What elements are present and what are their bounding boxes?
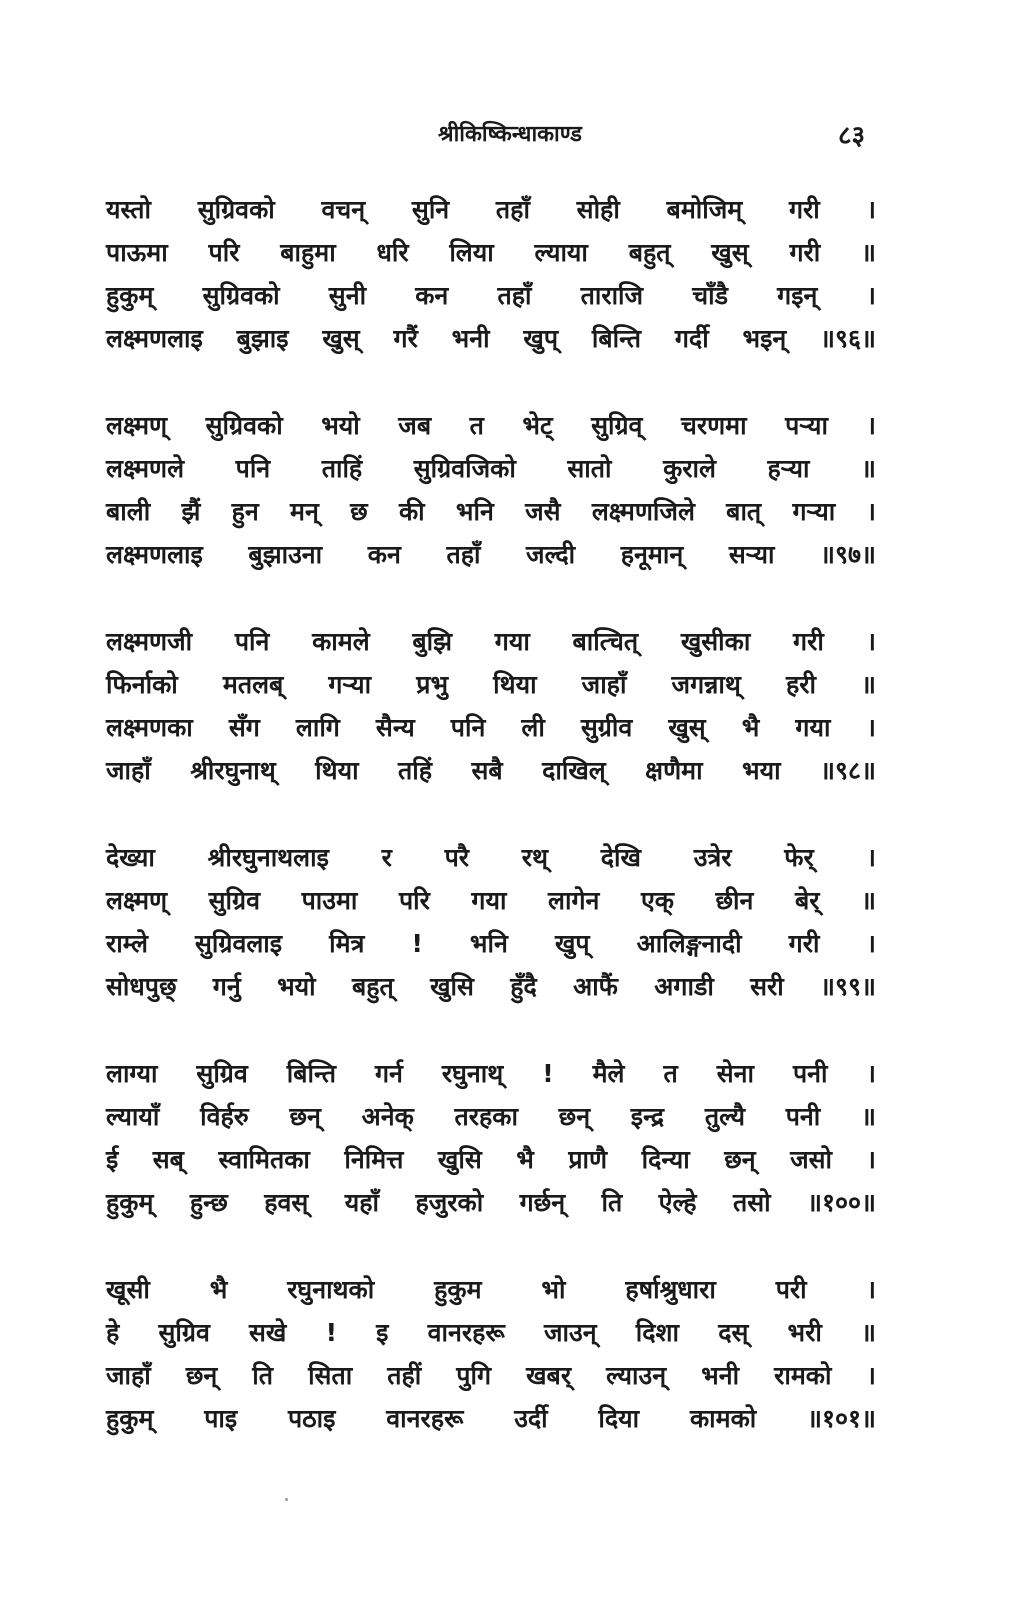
- verse-body: [106, 188, 876, 1484]
- print-speck: [285, 1498, 288, 1501]
- verse-line: लक्ष्मण् सुग्रिव पाउमा परि गया लागेन एक् छीन बेर् ॥: [106, 886, 876, 915]
- running-title: श्रीकिष्किन्धाकाण्ड: [438, 122, 582, 147]
- verse-line: लक्ष्मणका सँग लागि सैन्य पनि ली सुग्रीव खुस् भै गया ।: [106, 713, 876, 742]
- stanza-100: [106, 1052, 876, 1224]
- stanza-97: [106, 404, 876, 576]
- verse-line: लक्ष्मण् सुग्रिवको भयो जब त भेट् सुग्रिव् चरणमा पऱ्या ।: [106, 411, 876, 440]
- verse-line: खूसी भै रघुनाथको हुकुम भो हर्षाश्रुधारा परी ।: [106, 1275, 876, 1304]
- verse-line: हुकुम् हुन्छ हवस् यहाँ हजुरको गर्छन् ति ऐल्हे तसो ॥१००॥: [106, 1188, 876, 1217]
- verse-line: बाली झैं हुन मन् छ की भनि जसै लक्ष्मणजिले बात् गऱ्या ।: [106, 497, 876, 526]
- verse-line: ई सब् स्वामितका निमित्त खुसि भै प्राणै दिन्या छन् जसो ।: [106, 1145, 876, 1174]
- verse-line: लक्ष्मणजी पनि कामले बुझि गया बात्चित् खुसीका गरी ।: [106, 627, 876, 656]
- page-number: ८३: [838, 121, 866, 151]
- verse-line: हे सुग्रिव सखे ! इ वानरहरू जाउन् दिशा दस् भरी ॥: [106, 1318, 876, 1347]
- stanza-96: [106, 188, 876, 360]
- verse-line: हुकुम् सुग्रिवको सुनी कन तहाँ ताराजि चाँडै गइन् ।: [106, 281, 876, 310]
- verse-line: लक्ष्मणलाइ बुझाइ खुस् गरैं भनी खुप् बिन्ति गर्दी भइन् ॥९६॥: [106, 324, 876, 353]
- verse-line: फिर्नाको मतलब् गऱ्या प्रभु थिया जाहाँ जगन्नाथ् हरी ॥: [106, 670, 876, 699]
- verse-line: यस्तो सुग्रिवको वचन् सुनि तहाँ सोही बमोजिम् गरी ।: [106, 195, 876, 224]
- verse-line: पाऊमा परि बाहुमा धरि लिया ल्याया बहुत् खुस् गरी ॥: [106, 238, 876, 267]
- stanza-101: [106, 1268, 876, 1440]
- verse-line: राम्ले सुग्रिवलाइ मित्र ! भनि खुप् आलिङ्गनादी गरी ।: [106, 929, 876, 958]
- verse-line: हुकुम् पाइ पठाइ वानरहरू उर्दी दिया कामको ॥१०१॥: [106, 1404, 876, 1433]
- verse-line: लक्ष्मणलाइ बुझाउना कन तहाँ जल्दी हनूमान् सऱ्या ॥९७॥: [106, 540, 876, 569]
- stanza-98: [106, 620, 876, 792]
- verse-line: लक्ष्मणले पनि ताहिं सुग्रिवजिको सातो कुराले हऱ्या ॥: [106, 454, 876, 483]
- verse-line: देख्या श्रीरघुनाथलाइ र परै रथ् देखि उत्रेर फेर् ।: [106, 843, 876, 872]
- verse-line: जाहाँ छन् ति सिता तहीं पुगि खबर् ल्याउन् भनी रामको ।: [106, 1361, 876, 1390]
- verse-line: सोधपुछ् गर्नु भयो बहुत् खुसि हुँदै आफैं अगाडी सरी ॥९९॥: [106, 972, 876, 1001]
- verse-line: लाग्या सुग्रिव बिन्ति गर्न रघुनाथ् ! मैले त सेना पनी ।: [106, 1059, 876, 1088]
- verse-line: ल्यायाँ विर्हरु छन् अनेक् तरहका छन् इन्द्र तुल्यै पनी ॥: [106, 1102, 876, 1131]
- verse-line: जाहाँ श्रीरघुनाथ् थिया तहिं सबै दाखिल् क्षणैमा भया ॥९८॥: [106, 756, 876, 785]
- page-header: [0, 118, 1024, 158]
- stanza-99: [106, 836, 876, 1008]
